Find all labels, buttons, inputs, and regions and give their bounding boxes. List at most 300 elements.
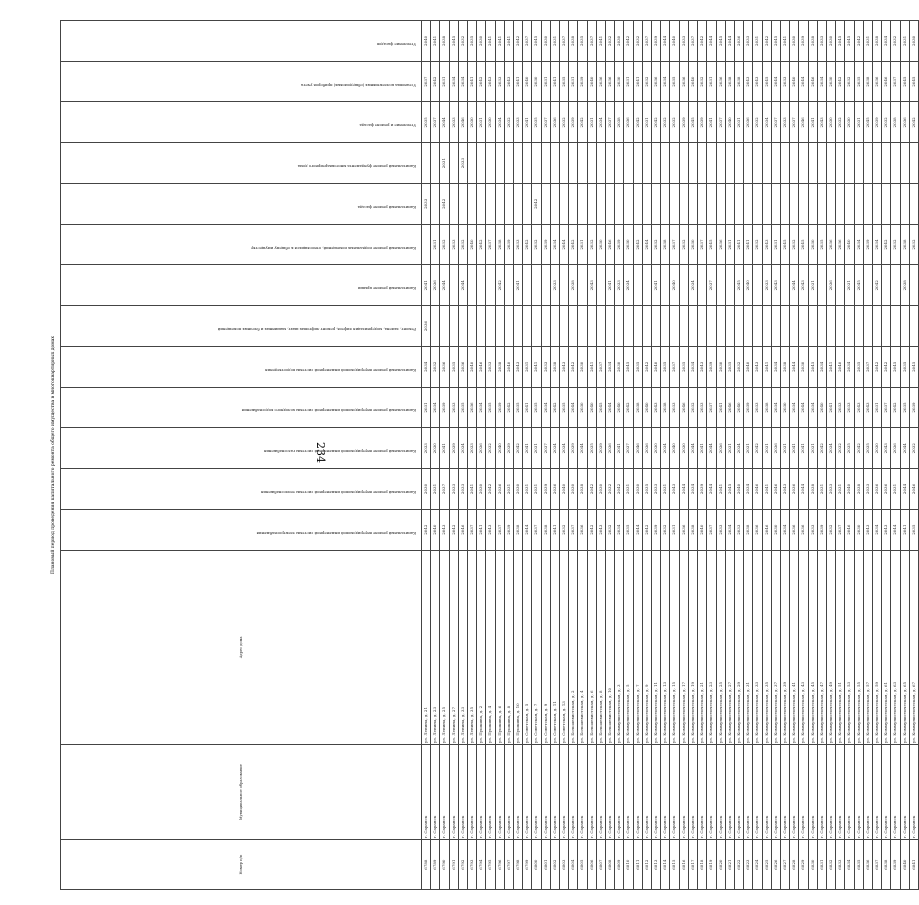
row-year: 2042 bbox=[698, 21, 707, 62]
row-year bbox=[909, 143, 918, 184]
row-year: 2036 bbox=[458, 346, 467, 387]
row-year: 2044 bbox=[900, 428, 909, 469]
row-year: 2041 bbox=[550, 61, 559, 102]
row-year bbox=[624, 183, 633, 224]
row-year: 2032 bbox=[836, 428, 845, 469]
row-municipality: г. Саранск bbox=[836, 745, 845, 840]
row-year bbox=[550, 306, 559, 347]
row-number: 6814 bbox=[661, 840, 670, 890]
row-year bbox=[753, 265, 762, 306]
row-year: 2038 bbox=[514, 509, 523, 550]
row-year bbox=[744, 183, 753, 224]
row-year: 2033 bbox=[753, 387, 762, 428]
row-year: 2045 bbox=[845, 21, 854, 62]
table-caption: Плановый период проведения капитального ремонта общего имущества в многоквартирных домах bbox=[51, 336, 56, 574]
row-address: ул. Коммунистическая, д. 33 bbox=[753, 550, 762, 745]
table-row bbox=[799, 21, 808, 890]
row-year: 2039 bbox=[504, 509, 513, 550]
table-row bbox=[578, 21, 587, 890]
row-year: 2032 bbox=[661, 102, 670, 143]
row-address: ул. Коммунистическая, д. 43 bbox=[799, 550, 808, 745]
row-year: 2034 bbox=[550, 224, 559, 265]
row-year bbox=[882, 183, 891, 224]
row-year: 2032 bbox=[486, 428, 495, 469]
row-municipality: г. Саранск bbox=[449, 745, 458, 840]
row-year: 2042 bbox=[587, 469, 596, 510]
row-year: 2045 bbox=[799, 224, 808, 265]
row-year: 2044 bbox=[642, 224, 651, 265]
row-address: ул. Коммунистическая, д. 53 bbox=[845, 550, 854, 745]
table-row bbox=[845, 21, 854, 890]
row-year: 2033 bbox=[495, 61, 504, 102]
row-address: ул. Коммунистическая, д. 19 bbox=[688, 550, 697, 745]
row-year: 2046 bbox=[458, 102, 467, 143]
row-year: 2042 bbox=[495, 265, 504, 306]
row-year bbox=[560, 183, 569, 224]
row-year bbox=[633, 306, 642, 347]
row-year bbox=[716, 183, 725, 224]
row-year: 2037 bbox=[642, 21, 651, 62]
row-number: 6801 bbox=[541, 840, 550, 890]
row-address: ул. Коммунистическая, д. 27 bbox=[725, 550, 734, 745]
row-year bbox=[541, 265, 550, 306]
row-year: 2040 bbox=[734, 469, 743, 510]
table-row bbox=[744, 21, 753, 890]
row-year: 2046 bbox=[771, 469, 780, 510]
row-year bbox=[477, 183, 486, 224]
row-year: 2035 bbox=[845, 428, 854, 469]
row-year: 2036 bbox=[716, 61, 725, 102]
row-year bbox=[854, 183, 863, 224]
row-year: 2036 bbox=[652, 61, 661, 102]
row-municipality: г. Саранск bbox=[872, 745, 881, 840]
row-year: 2044 bbox=[661, 21, 670, 62]
row-year bbox=[817, 265, 826, 306]
row-year: 2044 bbox=[790, 265, 799, 306]
table-row bbox=[615, 21, 624, 890]
row-number: 6815 bbox=[670, 840, 679, 890]
row-year bbox=[596, 143, 605, 184]
row-year: 2035 bbox=[624, 509, 633, 550]
row-year: 2042 bbox=[633, 102, 642, 143]
row-year: 2033 bbox=[780, 102, 789, 143]
row-year: 2030 bbox=[652, 428, 661, 469]
row-year: 2043 bbox=[596, 509, 605, 550]
row-year: 2036 bbox=[826, 224, 835, 265]
row-year: 2034 bbox=[688, 265, 697, 306]
row-year: 2041 bbox=[523, 102, 532, 143]
row-address: ул. Коммунистическая, д. 57 bbox=[863, 550, 872, 745]
row-year: 2030 bbox=[477, 21, 486, 62]
row-year: 2036 bbox=[431, 265, 440, 306]
row-year bbox=[891, 183, 900, 224]
table-row bbox=[762, 21, 771, 890]
row-year: 2035 bbox=[514, 387, 523, 428]
row-year: 2030 bbox=[431, 428, 440, 469]
row-year: 2041 bbox=[780, 21, 789, 62]
row-year: 2033 bbox=[780, 61, 789, 102]
row-year bbox=[790, 306, 799, 347]
row-year: 2043 bbox=[486, 509, 495, 550]
row-year bbox=[477, 143, 486, 184]
row-year: 2040 bbox=[670, 428, 679, 469]
row-year: 2042 bbox=[854, 21, 863, 62]
row-year: 2034 bbox=[762, 102, 771, 143]
row-year bbox=[642, 183, 651, 224]
row-year bbox=[836, 306, 845, 347]
row-year: 2046 bbox=[725, 387, 734, 428]
row-year: 2032 bbox=[909, 428, 918, 469]
row-year bbox=[707, 306, 716, 347]
row-year bbox=[744, 143, 753, 184]
row-year: 2036 bbox=[550, 469, 559, 510]
row-municipality: г. Саранск bbox=[863, 745, 872, 840]
row-year: 2043 bbox=[882, 428, 891, 469]
row-year: 2040 bbox=[560, 469, 569, 510]
row-year: 2045 bbox=[688, 102, 697, 143]
row-year: 2041 bbox=[514, 265, 523, 306]
row-year: 2046 bbox=[753, 469, 762, 510]
row-year bbox=[523, 265, 532, 306]
row-year bbox=[486, 143, 495, 184]
row-year: 2039 bbox=[863, 224, 872, 265]
row-year bbox=[698, 306, 707, 347]
row-year: 2037 bbox=[569, 509, 578, 550]
row-year: 2040 bbox=[504, 346, 513, 387]
row-year: 2038 bbox=[900, 265, 909, 306]
row-year: 2033 bbox=[550, 265, 559, 306]
row-address: ул. Советская, д. 11 bbox=[550, 550, 559, 745]
row-address: ул. Коммунистическая, д. 45 bbox=[808, 550, 817, 745]
row-municipality: г. Саранск bbox=[780, 745, 789, 840]
row-year: 2030 bbox=[909, 21, 918, 62]
row-year: 2042 bbox=[633, 224, 642, 265]
row-year: 2041 bbox=[596, 21, 605, 62]
row-year: 2043 bbox=[762, 224, 771, 265]
row-year: 2036 bbox=[771, 428, 780, 469]
row-year: 2040 bbox=[431, 509, 440, 550]
row-number: 6799 bbox=[523, 840, 532, 890]
row-year bbox=[780, 306, 789, 347]
row-year bbox=[624, 306, 633, 347]
row-municipality: г. Саранск bbox=[762, 745, 771, 840]
row-year: 2031 bbox=[707, 61, 716, 102]
row-number: 6811 bbox=[633, 840, 642, 890]
row-year bbox=[468, 265, 477, 306]
row-year bbox=[872, 183, 881, 224]
row-year: 2031 bbox=[771, 224, 780, 265]
row-year: 2034 bbox=[458, 428, 467, 469]
row-year: 2034 bbox=[808, 387, 817, 428]
row-year bbox=[872, 143, 881, 184]
row-address: ул. Коммунистическая, д. 21 bbox=[698, 550, 707, 745]
row-year bbox=[688, 143, 697, 184]
row-number: 6834 bbox=[845, 840, 854, 890]
row-year bbox=[550, 143, 559, 184]
table-row bbox=[854, 21, 863, 890]
row-year: 2041 bbox=[790, 428, 799, 469]
row-year bbox=[808, 306, 817, 347]
row-year bbox=[578, 306, 587, 347]
table-row bbox=[817, 21, 826, 890]
row-year: 2032 bbox=[891, 21, 900, 62]
row-number: 6812 bbox=[642, 840, 651, 890]
row-municipality: г. Саранск bbox=[799, 745, 808, 840]
row-year: 2041 bbox=[486, 21, 495, 62]
row-year bbox=[771, 183, 780, 224]
row-year: 2034 bbox=[817, 61, 826, 102]
row-year: 2031 bbox=[780, 428, 789, 469]
row-year: 2041 bbox=[633, 61, 642, 102]
row-address: ул. Коммунистическая, д. 49 bbox=[826, 550, 835, 745]
row-number: 6819 bbox=[707, 840, 716, 890]
row-year: 2043 bbox=[780, 469, 789, 510]
row-number: 6825 bbox=[762, 840, 771, 890]
table-row bbox=[872, 21, 881, 890]
row-year: 2033 bbox=[458, 143, 467, 184]
row-year: 2031 bbox=[569, 61, 578, 102]
header-work-7 bbox=[61, 224, 422, 265]
row-year: 2033 bbox=[670, 387, 679, 428]
row-year bbox=[642, 306, 651, 347]
row-year: 2042 bbox=[891, 387, 900, 428]
document-sheet bbox=[51, 20, 916, 890]
row-year bbox=[707, 183, 716, 224]
row-number: 6822 bbox=[734, 840, 743, 890]
row-year bbox=[698, 143, 707, 184]
row-year: 2034 bbox=[661, 428, 670, 469]
row-address: ул. Коммунистическая, д. 29 bbox=[734, 550, 743, 745]
row-year bbox=[845, 183, 854, 224]
row-year: 2030 bbox=[569, 469, 578, 510]
row-municipality: г. Саранск bbox=[891, 745, 900, 840]
row-year bbox=[891, 265, 900, 306]
row-year: 2033 bbox=[458, 469, 467, 510]
row-year: 2046 bbox=[477, 346, 486, 387]
row-address: ул. Ленина, д. 27 bbox=[449, 550, 458, 745]
row-year: 2044 bbox=[707, 469, 716, 510]
row-year: 2039 bbox=[541, 469, 550, 510]
row-year: 2042 bbox=[486, 469, 495, 510]
row-year bbox=[780, 143, 789, 184]
row-year: 2042 bbox=[624, 387, 633, 428]
header-work-label: Капитальный ремонт внутридомовой инженерной системы электроснабжения bbox=[256, 530, 416, 536]
row-year bbox=[652, 143, 661, 184]
row-year: 2033 bbox=[817, 21, 826, 62]
row-year: 2042 bbox=[569, 346, 578, 387]
row-year: 2041 bbox=[734, 224, 743, 265]
row-year: 2043 bbox=[652, 387, 661, 428]
row-year: 2042 bbox=[422, 509, 431, 550]
row-year: 2034 bbox=[817, 346, 826, 387]
row-year bbox=[468, 183, 477, 224]
table-row bbox=[523, 21, 532, 890]
row-year bbox=[863, 143, 872, 184]
table-row bbox=[587, 21, 596, 890]
row-year bbox=[734, 306, 743, 347]
row-address: ул. Коммунистическая, д. 7 bbox=[633, 550, 642, 745]
row-year: 2033 bbox=[468, 428, 477, 469]
row-year bbox=[716, 306, 725, 347]
row-year: 2031 bbox=[836, 469, 845, 510]
row-year bbox=[725, 306, 734, 347]
row-year: 2042 bbox=[477, 224, 486, 265]
row-year bbox=[596, 183, 605, 224]
table-row bbox=[642, 21, 651, 890]
table-row bbox=[596, 21, 605, 890]
row-year: 2031 bbox=[725, 224, 734, 265]
row-year: 2046 bbox=[633, 428, 642, 469]
row-year bbox=[799, 306, 808, 347]
row-year bbox=[615, 143, 624, 184]
row-address: ул. Ленина, д. 25 bbox=[440, 550, 449, 745]
row-year: 2046 bbox=[762, 509, 771, 550]
row-municipality: г. Саранск bbox=[854, 745, 863, 840]
header-work-5 bbox=[61, 306, 422, 347]
row-year bbox=[909, 265, 918, 306]
row-year: 2031 bbox=[817, 469, 826, 510]
row-year: 2043 bbox=[514, 346, 523, 387]
row-year: 2032 bbox=[458, 21, 467, 62]
row-year: 2032 bbox=[790, 224, 799, 265]
row-year: 2035 bbox=[642, 469, 651, 510]
row-year: 2039 bbox=[744, 387, 753, 428]
row-municipality: г. Саранск bbox=[661, 745, 670, 840]
table-row bbox=[780, 21, 789, 890]
row-year: 2036 bbox=[578, 509, 587, 550]
row-year: 2033 bbox=[863, 469, 872, 510]
row-year: 2038 bbox=[633, 387, 642, 428]
row-year: 2037 bbox=[716, 102, 725, 143]
row-year: 2032 bbox=[504, 102, 513, 143]
row-year: 2037 bbox=[707, 509, 716, 550]
row-municipality: г. Саранск bbox=[596, 745, 605, 840]
row-year: 2031 bbox=[891, 469, 900, 510]
row-year: 2032 bbox=[440, 224, 449, 265]
table-row bbox=[532, 21, 541, 890]
table-row bbox=[449, 21, 458, 890]
row-number: 6796 bbox=[495, 840, 504, 890]
row-year: 2030 bbox=[633, 469, 642, 510]
row-number: 6813 bbox=[652, 840, 661, 890]
row-number: 6798 bbox=[514, 840, 523, 890]
row-year: 2034 bbox=[780, 509, 789, 550]
row-year bbox=[780, 265, 789, 306]
row-year: 2043 bbox=[799, 265, 808, 306]
row-year: 2037 bbox=[606, 102, 615, 143]
row-year bbox=[725, 183, 734, 224]
row-number: 6832 bbox=[826, 840, 835, 890]
row-year: 2041 bbox=[716, 387, 725, 428]
row-year: 2034 bbox=[771, 387, 780, 428]
table-row bbox=[431, 21, 440, 890]
row-year bbox=[725, 265, 734, 306]
row-year: 2038 bbox=[854, 469, 863, 510]
row-year: 2036 bbox=[468, 387, 477, 428]
table-row bbox=[826, 21, 835, 890]
row-year: 2034 bbox=[845, 346, 854, 387]
row-year: 2035 bbox=[817, 224, 826, 265]
row-year: 2032 bbox=[560, 102, 569, 143]
row-year bbox=[449, 143, 458, 184]
row-year bbox=[486, 306, 495, 347]
row-year: 2035 bbox=[900, 346, 909, 387]
row-number: 6806 bbox=[587, 840, 596, 890]
row-year bbox=[854, 306, 863, 347]
row-number: 6820 bbox=[716, 840, 725, 890]
row-year bbox=[633, 265, 642, 306]
row-year: 2039 bbox=[569, 428, 578, 469]
row-year: 2031 bbox=[808, 428, 817, 469]
row-year: 2034 bbox=[606, 346, 615, 387]
row-year: 2037 bbox=[707, 387, 716, 428]
row-municipality: г. Саранск bbox=[826, 745, 835, 840]
table-row bbox=[422, 21, 431, 890]
row-year: 2041 bbox=[523, 387, 532, 428]
row-address: ул. Коммунистическая, д. 9 bbox=[642, 550, 651, 745]
row-year bbox=[780, 183, 789, 224]
row-year: 2030 bbox=[615, 21, 624, 62]
row-municipality: г. Саранск bbox=[734, 745, 743, 840]
row-year bbox=[661, 183, 670, 224]
row-municipality: г. Саранск bbox=[495, 745, 504, 840]
row-year: 2034 bbox=[431, 387, 440, 428]
row-year: 2045 bbox=[734, 265, 743, 306]
row-year bbox=[578, 183, 587, 224]
row-year: 2046 bbox=[458, 509, 467, 550]
row-year: 2031 bbox=[762, 428, 771, 469]
row-year: 2030 bbox=[615, 61, 624, 102]
row-year: 2030 bbox=[688, 224, 697, 265]
row-address: ул. Советская, д. 5 bbox=[523, 550, 532, 745]
row-year: 2038 bbox=[762, 387, 771, 428]
row-municipality: г. Саранск bbox=[578, 745, 587, 840]
row-year: 2033 bbox=[679, 21, 688, 62]
row-municipality: г. Саранск bbox=[477, 745, 486, 840]
table-row bbox=[495, 21, 504, 890]
row-year bbox=[633, 183, 642, 224]
row-year: 2033 bbox=[449, 224, 458, 265]
row-year: 2031 bbox=[661, 469, 670, 510]
row-year bbox=[606, 183, 615, 224]
row-number: 6810 bbox=[624, 840, 633, 890]
row-address: ул. Ленина, д. 21 bbox=[422, 550, 431, 745]
row-year: 2030 bbox=[468, 102, 477, 143]
row-number: 6835 bbox=[854, 840, 863, 890]
table-row bbox=[909, 21, 918, 890]
header-work-4 bbox=[61, 346, 422, 387]
row-year bbox=[863, 183, 872, 224]
row-municipality: г. Саранск bbox=[633, 745, 642, 840]
row-year bbox=[578, 143, 587, 184]
row-number: 6790 bbox=[440, 840, 449, 890]
row-year: 2040 bbox=[845, 224, 854, 265]
row-address: ул. Коммунистическая, д. 41 bbox=[790, 550, 799, 745]
row-year bbox=[477, 306, 486, 347]
table-row bbox=[624, 21, 633, 890]
row-year bbox=[431, 183, 440, 224]
row-year: 2035 bbox=[587, 428, 596, 469]
row-year: 2041 bbox=[504, 21, 513, 62]
row-year: 2045 bbox=[854, 265, 863, 306]
row-year bbox=[854, 143, 863, 184]
row-year bbox=[799, 143, 808, 184]
row-number: 6791 bbox=[449, 840, 458, 890]
row-year: 2031 bbox=[523, 469, 532, 510]
row-year: 2038 bbox=[569, 21, 578, 62]
row-year: 2040 bbox=[587, 387, 596, 428]
row-year: 2039 bbox=[652, 21, 661, 62]
